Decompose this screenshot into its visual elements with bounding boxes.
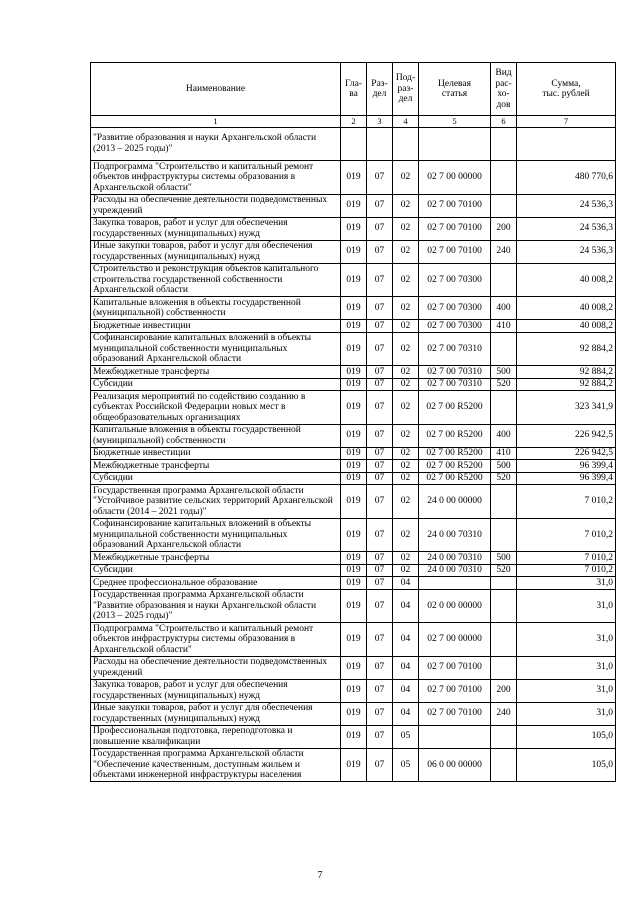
- row-glava-cell: 019: [341, 378, 367, 391]
- row-podrazdel-cell: 04: [393, 623, 419, 657]
- row-target-cell: 24 0 00 70310: [419, 552, 491, 565]
- row-vid-cell: 400: [491, 297, 517, 320]
- row-name-cell: Реализация мероприятий по содействию созданию в субъектах Российской Федерации новых мест в общеобразовательных организациях: [91, 391, 341, 425]
- row-sum-cell: 31,0: [517, 623, 616, 657]
- row-sum-cell: 7 010,2: [517, 518, 616, 552]
- row-sum-cell: 105,0: [517, 748, 616, 782]
- row-razdel-cell: 07: [367, 589, 393, 623]
- row-vid-cell: [491, 391, 517, 425]
- row-razdel-cell: 07: [367, 297, 393, 320]
- header-glava: Гла- ва: [341, 63, 367, 116]
- row-glava-cell: 019: [341, 702, 367, 725]
- row-target-cell: 02 7 00 R5200: [419, 460, 491, 473]
- row-target-cell: 02 7 00 00000: [419, 623, 491, 657]
- row-sum-cell: 40 008,2: [517, 320, 616, 333]
- table-row: [91, 552, 616, 565]
- row-sum-cell: 7 010,2: [517, 564, 616, 577]
- table-row: [91, 748, 616, 782]
- row-glava-cell: 019: [341, 623, 367, 657]
- row-target-cell: 06 0 00 00000: [419, 748, 491, 782]
- row-name-cell: Субсидии: [91, 564, 341, 577]
- row-target-cell: 02 7 00 70310: [419, 332, 491, 366]
- row-vid-cell: 200: [491, 679, 517, 702]
- table-row: [91, 424, 616, 447]
- row-vid-cell: [491, 263, 517, 297]
- row-target-cell: 24 0 00 70310: [419, 518, 491, 552]
- row-name-cell: Подпрограмма "Строительство и капитальный ремонт объектов инфраструктуры системы образования в Архангельской области": [91, 623, 341, 657]
- row-sum-cell: [517, 127, 616, 161]
- row-vid-cell: 410: [491, 447, 517, 460]
- row-glava-cell: 019: [341, 240, 367, 263]
- row-podrazdel-cell: 02: [393, 518, 419, 552]
- row-podrazdel-cell: 02: [393, 564, 419, 577]
- table-row: [91, 332, 616, 366]
- row-podrazdel-cell: 02: [393, 424, 419, 447]
- row-sum-cell: 92 884,2: [517, 332, 616, 366]
- row-target-cell: 02 7 00 70100: [419, 679, 491, 702]
- row-name-cell: Бюджетные инвестиции: [91, 320, 341, 333]
- row-sum-cell: 24 536,3: [517, 240, 616, 263]
- row-target-cell: [419, 127, 491, 161]
- header-sum: Сумма, тыс. рублей: [517, 63, 616, 116]
- table-row: [91, 702, 616, 725]
- row-glava-cell: 019: [341, 391, 367, 425]
- row-vid-cell: 520: [491, 564, 517, 577]
- header-name: Наименование: [91, 63, 341, 116]
- row-glava-cell: 019: [341, 263, 367, 297]
- table-row: [91, 725, 616, 748]
- row-razdel-cell: 07: [367, 552, 393, 565]
- row-razdel-cell: 07: [367, 263, 393, 297]
- table-row: [91, 263, 616, 297]
- row-name-cell: Закупка товаров, работ и услуг для обеспечения государственных (муниципальных) нужд: [91, 679, 341, 702]
- row-podrazdel-cell: 02: [393, 460, 419, 473]
- row-glava-cell: 019: [341, 748, 367, 782]
- row-podrazdel-cell: 02: [393, 485, 419, 519]
- row-vid-cell: 500: [491, 366, 517, 379]
- row-razdel-cell: 07: [367, 748, 393, 782]
- row-podrazdel-cell: 02: [393, 332, 419, 366]
- row-vid-cell: [491, 332, 517, 366]
- row-glava-cell: 019: [341, 485, 367, 519]
- row-vid-cell: 520: [491, 472, 517, 485]
- row-sum-cell: 31,0: [517, 702, 616, 725]
- row-razdel-cell: 07: [367, 577, 393, 590]
- row-sum-cell: 96 399,4: [517, 460, 616, 473]
- row-sum-cell: 92 884,2: [517, 366, 616, 379]
- header-razdel: Раз- дел: [367, 63, 393, 116]
- row-podrazdel-cell: 02: [393, 447, 419, 460]
- row-name-cell: Государственная программа Архангельской области "Развитие образования и науки Архангельской области (2013 – 2025 годы)": [91, 589, 341, 623]
- row-podrazdel-cell: 04: [393, 679, 419, 702]
- row-name-cell: Иные закупки товаров, работ и услуг для обеспечения государственных (муниципальных) нужд: [91, 240, 341, 263]
- row-target-cell: 02 7 00 70300: [419, 297, 491, 320]
- row-podrazdel-cell: 04: [393, 656, 419, 679]
- row-vid-cell: [491, 485, 517, 519]
- row-glava-cell: 019: [341, 679, 367, 702]
- table-row: [91, 623, 616, 657]
- row-podrazdel-cell: 02: [393, 240, 419, 263]
- row-glava-cell: 019: [341, 332, 367, 366]
- row-target-cell: [419, 577, 491, 590]
- row-vid-cell: [491, 577, 517, 590]
- row-name-cell: Государственная программа Архангельской области "Обеспечение качественным, доступным жильем и объектами инженерной инфраструктуры населения: [91, 748, 341, 782]
- row-glava-cell: 019: [341, 366, 367, 379]
- row-podrazdel-cell: 05: [393, 725, 419, 748]
- row-target-cell: 02 7 00 00000: [419, 161, 491, 195]
- row-vid-cell: 240: [491, 240, 517, 263]
- row-target-cell: 02 7 00 R5200: [419, 424, 491, 447]
- row-razdel-cell: 07: [367, 194, 393, 217]
- row-target-cell: 02 7 00 70100: [419, 217, 491, 240]
- row-name-cell: Субсидии: [91, 378, 341, 391]
- row-name-cell: Среднее профессиональное образование: [91, 577, 341, 590]
- row-target-cell: [419, 725, 491, 748]
- row-sum-cell: 96 399,4: [517, 472, 616, 485]
- row-razdel-cell: 07: [367, 679, 393, 702]
- row-razdel-cell: 07: [367, 320, 393, 333]
- table-row: [91, 589, 616, 623]
- column-number: 3: [367, 116, 393, 128]
- row-name-cell: Профессиональная подготовка, переподготовка и повышение квалификации: [91, 725, 341, 748]
- row-vid-cell: 500: [491, 552, 517, 565]
- row-razdel-cell: 07: [367, 424, 393, 447]
- table-row: [91, 564, 616, 577]
- table-row: [91, 378, 616, 391]
- row-podrazdel-cell: 02: [393, 194, 419, 217]
- row-razdel-cell: 07: [367, 485, 393, 519]
- row-name-cell: Софинансирование капитальных вложений в объекты муниципальной собственности муниципальных образований Архангельской области: [91, 518, 341, 552]
- row-glava-cell: 019: [341, 518, 367, 552]
- row-glava-cell: 019: [341, 447, 367, 460]
- row-razdel-cell: 07: [367, 447, 393, 460]
- row-glava-cell: 019: [341, 194, 367, 217]
- row-podrazdel-cell: 04: [393, 577, 419, 590]
- table-row: [91, 320, 616, 333]
- row-target-cell: 02 7 00 R5200: [419, 391, 491, 425]
- row-vid-cell: 400: [491, 424, 517, 447]
- row-podrazdel-cell: 02: [393, 391, 419, 425]
- row-name-cell: Расходы на обеспечение деятельности подведомственных учреждений: [91, 194, 341, 217]
- row-target-cell: 02 7 00 R5200: [419, 472, 491, 485]
- row-razdel-cell: 07: [367, 702, 393, 725]
- row-podrazdel-cell: 02: [393, 161, 419, 195]
- row-razdel-cell: 07: [367, 217, 393, 240]
- header-vid: Вид рас- хо- дов: [491, 63, 517, 116]
- table-row: [91, 485, 616, 519]
- row-vid-cell: [491, 748, 517, 782]
- column-number: 1: [91, 116, 341, 128]
- row-name-cell: Иные закупки товаров, работ и услуг для обеспечения государственных (муниципальных) нужд: [91, 702, 341, 725]
- row-sum-cell: 40 008,2: [517, 297, 616, 320]
- row-podrazdel-cell: [393, 127, 419, 161]
- row-sum-cell: 323 341,9: [517, 391, 616, 425]
- row-sum-cell: 480 770,6: [517, 161, 616, 195]
- row-podrazdel-cell: 05: [393, 748, 419, 782]
- row-glava-cell: 019: [341, 161, 367, 195]
- row-glava-cell: 019: [341, 725, 367, 748]
- row-glava-cell: 019: [341, 589, 367, 623]
- column-number: 4: [393, 116, 419, 128]
- table-row: [91, 366, 616, 379]
- row-vid-cell: 520: [491, 378, 517, 391]
- row-vid-cell: [491, 127, 517, 161]
- row-podrazdel-cell: 02: [393, 297, 419, 320]
- row-target-cell: 02 7 00 70100: [419, 656, 491, 679]
- row-podrazdel-cell: 02: [393, 552, 419, 565]
- table-row: [91, 127, 616, 161]
- row-podrazdel-cell: 02: [393, 320, 419, 333]
- row-razdel-cell: 07: [367, 240, 393, 263]
- row-vid-cell: [491, 194, 517, 217]
- column-number: 2: [341, 116, 367, 128]
- row-sum-cell: 31,0: [517, 656, 616, 679]
- row-sum-cell: 31,0: [517, 679, 616, 702]
- table-row: [91, 460, 616, 473]
- row-glava-cell: 019: [341, 424, 367, 447]
- row-target-cell: 02 7 00 70300: [419, 320, 491, 333]
- column-number: 7: [517, 116, 616, 128]
- row-glava-cell: 019: [341, 472, 367, 485]
- row-glava-cell: 019: [341, 564, 367, 577]
- row-name-cell: Закупка товаров, работ и услуг для обеспечения государственных (муниципальных) нужд: [91, 217, 341, 240]
- table-row: [91, 447, 616, 460]
- table-row: [91, 472, 616, 485]
- row-podrazdel-cell: 02: [393, 472, 419, 485]
- table-row: [91, 161, 616, 195]
- row-name-cell: Субсидии: [91, 472, 341, 485]
- row-vid-cell: 200: [491, 217, 517, 240]
- row-glava-cell: 019: [341, 320, 367, 333]
- row-glava-cell: 019: [341, 577, 367, 590]
- row-podrazdel-cell: 04: [393, 702, 419, 725]
- row-razdel-cell: 07: [367, 366, 393, 379]
- row-target-cell: 02 7 00 70310: [419, 378, 491, 391]
- row-razdel-cell: 07: [367, 472, 393, 485]
- budget-table: [90, 62, 616, 782]
- table-row: [91, 577, 616, 590]
- row-razdel-cell: 07: [367, 623, 393, 657]
- row-name-cell: "Развитие образования и науки Архангельской области (2013 – 2025 годы)": [91, 127, 341, 161]
- row-name-cell: Капитальные вложения в объекты государственной (муниципальной) собственности: [91, 424, 341, 447]
- row-target-cell: 02 7 00 70300: [419, 263, 491, 297]
- row-vid-cell: [491, 623, 517, 657]
- row-vid-cell: 410: [491, 320, 517, 333]
- row-podrazdel-cell: 02: [393, 366, 419, 379]
- row-glava-cell: 019: [341, 460, 367, 473]
- row-razdel-cell: 07: [367, 460, 393, 473]
- row-name-cell: Государственная программа Архангельской области "Устойчивое развитие сельских территорий Архангельской области (2014 – 2021 годы)": [91, 485, 341, 519]
- table-row: [91, 297, 616, 320]
- row-name-cell: Софинансирование капитальных вложений в объекты муниципальной собственности муниципальных образований Архангельской области: [91, 332, 341, 366]
- row-target-cell: 02 0 00 00000: [419, 589, 491, 623]
- row-razdel-cell: 07: [367, 332, 393, 366]
- row-vid-cell: 500: [491, 460, 517, 473]
- row-vid-cell: [491, 589, 517, 623]
- row-sum-cell: 226 942,5: [517, 447, 616, 460]
- page-number: 7: [317, 870, 323, 881]
- row-vid-cell: [491, 725, 517, 748]
- row-target-cell: 02 7 00 70310: [419, 366, 491, 379]
- row-razdel-cell: 07: [367, 564, 393, 577]
- row-sum-cell: 105,0: [517, 725, 616, 748]
- table-row: [91, 656, 616, 679]
- table-row: [91, 679, 616, 702]
- column-number: 5: [419, 116, 491, 128]
- row-target-cell: 02 7 00 70100: [419, 194, 491, 217]
- row-sum-cell: 40 008,2: [517, 263, 616, 297]
- column-number: 6: [491, 116, 517, 128]
- row-vid-cell: [491, 518, 517, 552]
- row-glava-cell: 019: [341, 217, 367, 240]
- row-vid-cell: [491, 161, 517, 195]
- table-body: [91, 127, 616, 782]
- row-razdel-cell: [367, 127, 393, 161]
- row-razdel-cell: 07: [367, 391, 393, 425]
- row-sum-cell: 24 536,3: [517, 217, 616, 240]
- row-sum-cell: 7 010,2: [517, 552, 616, 565]
- row-name-cell: Бюджетные инвестиции: [91, 447, 341, 460]
- table-row: [91, 194, 616, 217]
- row-name-cell: Капитальные вложения в объекты государственной (муниципальной) собственности: [91, 297, 341, 320]
- row-sum-cell: 31,0: [517, 589, 616, 623]
- row-name-cell: Расходы на обеспечение деятельности подведомственных учреждений: [91, 656, 341, 679]
- row-name-cell: Межбюджетные трансферты: [91, 552, 341, 565]
- table-row: [91, 240, 616, 263]
- row-vid-cell: 240: [491, 702, 517, 725]
- row-glava-cell: 019: [341, 297, 367, 320]
- row-podrazdel-cell: 02: [393, 378, 419, 391]
- row-target-cell: 02 7 00 R5200: [419, 447, 491, 460]
- header-podrazdel: Под- раз- дел: [393, 63, 419, 116]
- table-row: [91, 391, 616, 425]
- row-razdel-cell: 07: [367, 378, 393, 391]
- row-sum-cell: 24 536,3: [517, 194, 616, 217]
- row-razdel-cell: 07: [367, 656, 393, 679]
- row-name-cell: Строительство и реконструкция объектов капитального строительства государственной собственности Архангельской области: [91, 263, 341, 297]
- table-row: [91, 217, 616, 240]
- row-podrazdel-cell: 04: [393, 589, 419, 623]
- row-target-cell: 02 7 00 70100: [419, 240, 491, 263]
- row-glava-cell: 019: [341, 656, 367, 679]
- row-sum-cell: 7 010,2: [517, 485, 616, 519]
- row-target-cell: 02 7 00 70100: [419, 702, 491, 725]
- row-target-cell: 24 0 00 70310: [419, 564, 491, 577]
- row-podrazdel-cell: 02: [393, 217, 419, 240]
- row-razdel-cell: 07: [367, 161, 393, 195]
- column-number-row: [91, 116, 616, 128]
- row-target-cell: 24 0 00 00000: [419, 485, 491, 519]
- row-razdel-cell: 07: [367, 518, 393, 552]
- row-podrazdel-cell: 02: [393, 263, 419, 297]
- row-glava-cell: 019: [341, 552, 367, 565]
- row-glava-cell: [341, 127, 367, 161]
- row-name-cell: Межбюджетные трансферты: [91, 460, 341, 473]
- row-sum-cell: 226 942,5: [517, 424, 616, 447]
- header-target: Целевая статья: [419, 63, 491, 116]
- row-name-cell: Межбюджетные трансферты: [91, 366, 341, 379]
- table-row: [91, 518, 616, 552]
- row-sum-cell: 31,0: [517, 577, 616, 590]
- row-sum-cell: 92 884,2: [517, 378, 616, 391]
- header-row: [91, 63, 616, 116]
- row-name-cell: Подпрограмма "Строительство и капитальный ремонт объектов инфраструктуры системы образования в Архангельской области": [91, 161, 341, 195]
- row-razdel-cell: 07: [367, 725, 393, 748]
- row-vid-cell: [491, 656, 517, 679]
